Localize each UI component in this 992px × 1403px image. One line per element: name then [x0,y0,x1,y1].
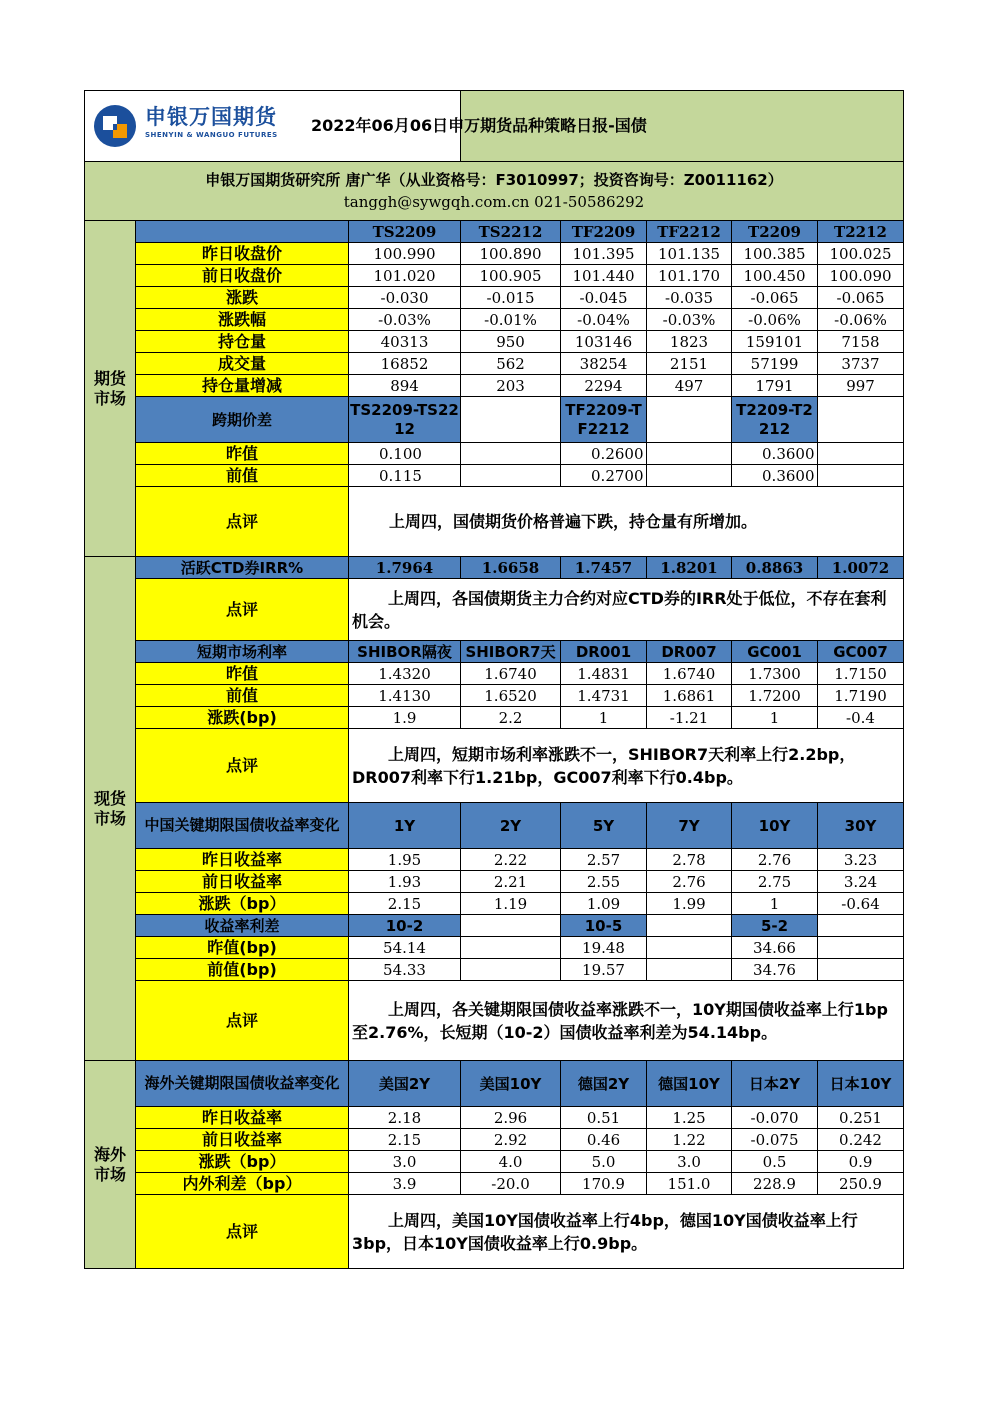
data-cell: -0.4 [818,707,904,729]
table-row [85,663,904,685]
contract-header: TF2212 [647,221,732,243]
data-cell: 100.890 [461,243,561,265]
data-cell: -20.0 [461,1173,561,1195]
data-cell: 100.990 [349,243,461,265]
row-label: 昨值(bp) [136,937,349,959]
empty-cell [818,443,904,465]
empty-cell [647,915,732,937]
table-row [85,1195,904,1269]
logo-text-en: SHENYIN & WANGUO FUTURES [145,131,278,139]
empty-cell [647,959,732,981]
row-label: 前日收益率 [136,871,349,893]
data-cell: 100.385 [732,243,818,265]
empty-cell [647,397,732,443]
data-cell: 151.0 [647,1173,732,1195]
data-cell: 1.99 [647,893,732,915]
report-table [84,90,904,1269]
data-cell: -0.03% [349,309,461,331]
logo-mark-icon [93,104,137,148]
table-row [85,557,904,579]
yield-spread-name: 5-2 [732,915,818,937]
row-label: 昨值 [136,443,349,465]
comment-label: 点评 [136,729,349,803]
row-label: 涨跌 [136,287,349,309]
irr-value: 1.8201 [647,557,732,579]
data-cell: 100.450 [732,265,818,287]
table-row [85,641,904,663]
data-cell: 0.46 [561,1129,647,1151]
empty-cell [461,443,561,465]
table-row [85,375,904,397]
short-rate-label: 短期市场利率 [136,641,349,663]
data-cell: 2.76 [732,849,818,871]
data-cell: 1.4320 [349,663,461,685]
data-cell: 0.251 [818,1107,904,1129]
spot-section [85,557,136,1061]
irr-comment: 上周四，各国债期货主力合约对应CTD券的IRR处于低位，不存在套利机会。 [349,579,904,641]
table-row [85,959,904,981]
data-cell: 1.22 [647,1129,732,1151]
row-label: 昨日收益率 [136,1107,349,1129]
data-cell: 894 [349,375,461,397]
data-cell: 100.025 [818,243,904,265]
data-cell: -0.06% [732,309,818,331]
short-rate-name: SHIBOR7天 [461,641,561,663]
data-cell: -0.06% [818,309,904,331]
yield-comment: 上周四，各关键期限国债收益率涨跌不一，10Y期国债收益率上行1bp至2.76%，长短期（10-2）国债收益率利差为54.14bp。 [349,981,904,1061]
empty-cell [461,915,561,937]
futures-section-label: 期货市场 [93,368,126,408]
data-cell: 2.55 [561,871,647,893]
data-cell: 2.15 [349,1129,461,1151]
data-cell: 997 [818,375,904,397]
data-cell: 1791 [732,375,818,397]
data-cell: 250.9 [818,1173,904,1195]
spot-section-label: 现货市场 [93,788,126,828]
strategy-report [84,90,903,1269]
overseas-bond-name: 德国10Y [647,1061,732,1107]
data-cell: 101.440 [561,265,647,287]
data-cell: 103146 [561,331,647,353]
table-row [85,331,904,353]
data-cell: 100.090 [818,265,904,287]
data-cell: 1 [561,707,647,729]
table-row [85,729,904,803]
row-label: 涨跌（bp） [136,1151,349,1173]
data-cell: 1.6740 [461,663,561,685]
data-cell: 101.020 [349,265,461,287]
spread-name: TF2209-TF2212 [561,397,647,443]
data-cell: -0.030 [349,287,461,309]
data-cell: 3.0 [349,1151,461,1173]
data-cell: 101.135 [647,243,732,265]
tenor-header: 2Y [461,803,561,849]
contact-line: tanggh@sywgqh.com.cn 021-50586292 [343,193,645,211]
data-cell: 950 [461,331,561,353]
data-cell: 2.22 [461,849,561,871]
data-cell: 0.100 [349,443,461,465]
data-cell: -0.045 [561,287,647,309]
data-cell: 1.6861 [647,685,732,707]
data-cell: 0.51 [561,1107,647,1129]
overseas-bond-name: 日本2Y [732,1061,818,1107]
empty-cell [647,465,732,487]
comment-label: 点评 [136,579,349,641]
data-cell: 4.0 [461,1151,561,1173]
tenor-header: 1Y [349,803,461,849]
irr-value: 1.7964 [349,557,461,579]
data-cell: 0.115 [349,465,461,487]
data-cell: -0.070 [732,1107,818,1129]
overseas-section-label: 海外市场 [93,1144,126,1184]
data-cell: 1.4731 [561,685,647,707]
table-row [85,221,904,243]
data-cell: 1.7190 [818,685,904,707]
data-cell: 0.5 [732,1151,818,1173]
short-rate-name: GC001 [732,641,818,663]
data-cell: -0.065 [732,287,818,309]
data-cell: 1.6520 [461,685,561,707]
row-label: 昨日收盘价 [136,243,349,265]
overseas-bond-name: 美国2Y [349,1061,461,1107]
data-cell: 170.9 [561,1173,647,1195]
data-cell: 2.96 [461,1107,561,1129]
row-label: 持仓量 [136,331,349,353]
data-cell: 1.19 [461,893,561,915]
data-cell: 2.78 [647,849,732,871]
data-cell: 16852 [349,353,461,375]
empty-cell [136,221,349,243]
table-row [85,981,904,1061]
data-cell: 1.7150 [818,663,904,685]
overseas-bond-name: 日本10Y [818,1061,904,1107]
data-cell: 1.93 [349,871,461,893]
yield-spread-name: 10-5 [561,915,647,937]
data-cell: 5.0 [561,1151,647,1173]
author-line: 申银万国期货研究所 唐广华（从业资格号：F3010997；投资咨询号：Z0011162） [205,171,783,189]
data-cell: -0.01% [461,309,561,331]
table-row [85,937,904,959]
irr-value: 1.7457 [561,557,647,579]
data-cell: -0.035 [647,287,732,309]
data-cell: 2294 [561,375,647,397]
report-title-cell [311,91,904,162]
data-cell: -0.64 [818,893,904,915]
table-row [85,803,904,849]
empty-cell [818,465,904,487]
data-cell: 100.905 [461,265,561,287]
data-cell: 38254 [561,353,647,375]
table-row [85,397,904,443]
data-cell: 34.76 [732,959,818,981]
table-row [85,487,904,557]
row-label: 前日收益率 [136,1129,349,1151]
yield-spread-label: 收益率利差 [136,915,349,937]
data-cell: -0.04% [561,309,647,331]
data-cell: 0.242 [818,1129,904,1151]
tenor-header: 7Y [647,803,732,849]
cn-yield-label: 中国关键期限国债收益率变化 [136,803,349,849]
table-row [85,915,904,937]
data-cell: 1823 [647,331,732,353]
data-cell: 159101 [732,331,818,353]
data-cell: 228.9 [732,1173,818,1195]
data-cell: 3.23 [818,849,904,871]
overseas-comment: 上周四，美国10Y国债收益率上行4bp，德国10Y国债收益率上行3bp，日本10Y国债收益率上行0.9bp。 [349,1195,904,1269]
comment-label: 点评 [136,1195,349,1269]
data-cell: 1.4831 [561,663,647,685]
data-cell: 3.9 [349,1173,461,1195]
data-cell: 1.7200 [732,685,818,707]
row-label: 成交量 [136,353,349,375]
short-rate-comment: 上周四，短期市场利率涨跌不一，SHIBOR7天利率上行2.2bp，DR007利率下行1.21bp，GC007利率下行0.4bp。 [349,729,904,803]
empty-cell [461,465,561,487]
spread-name: TS2209-TS2212 [349,397,461,443]
data-cell: 101.170 [647,265,732,287]
row-label: 前值 [136,685,349,707]
data-cell: 1 [732,893,818,915]
data-cell: 3737 [818,353,904,375]
empty-cell [461,937,561,959]
irr-value: 1.0072 [818,557,904,579]
data-cell: 1.9 [349,707,461,729]
data-cell: 40313 [349,331,461,353]
yield-spread-name: 10-2 [349,915,461,937]
row-label: 前值(bp) [136,959,349,981]
contract-header: T2212 [818,221,904,243]
empty-cell [647,937,732,959]
overseas-bond-name: 美国10Y [461,1061,561,1107]
data-cell: 1.4130 [349,685,461,707]
author-info-cell [85,162,904,221]
data-cell: 2.21 [461,871,561,893]
row-label: 前值 [136,465,349,487]
data-cell: 19.48 [561,937,647,959]
empty-cell [818,959,904,981]
data-cell: 2.57 [561,849,647,871]
overseas-bond-name: 德国2Y [561,1061,647,1107]
table-row [85,287,904,309]
table-row [85,243,904,265]
logo-text-cn: 申银万国期货 [145,105,277,129]
row-label: 涨跌(bp) [136,707,349,729]
empty-cell [818,397,904,443]
futures-comment: 上周四，国债期货价格普遍下跌，持仓量有所增加。 [349,487,904,557]
tenor-header: 5Y [561,803,647,849]
data-cell: -1.21 [647,707,732,729]
spread-header-label: 跨期价差 [136,397,349,443]
table-row [85,849,904,871]
data-cell: 57199 [732,353,818,375]
data-cell: 2.76 [647,871,732,893]
tenor-header: 10Y [732,803,818,849]
row-label: 昨值 [136,663,349,685]
row-label: 持仓量增减 [136,375,349,397]
short-rate-name: DR001 [561,641,647,663]
data-cell: -0.075 [732,1129,818,1151]
row-label: 涨跌（bp） [136,893,349,915]
data-cell: 2.18 [349,1107,461,1129]
short-rate-name: SHIBOR隔夜 [349,641,461,663]
table-row [85,685,904,707]
empty-cell [461,959,561,981]
short-rate-name: GC007 [818,641,904,663]
contract-header: T2209 [732,221,818,243]
data-cell: -0.03% [647,309,732,331]
data-cell: 497 [647,375,732,397]
data-cell: 54.33 [349,959,461,981]
overseas-section [85,1061,136,1269]
comment-label: 点评 [136,981,349,1061]
contract-header: TS2212 [461,221,561,243]
data-cell: 2.15 [349,893,461,915]
short-rate-name: DR007 [647,641,732,663]
data-cell: 1 [732,707,818,729]
irr-value: 1.6658 [461,557,561,579]
data-cell: 3.0 [647,1151,732,1173]
contract-header: TF2209 [561,221,647,243]
data-cell: 54.14 [349,937,461,959]
table-row [85,353,904,375]
report-title: 2022年06月06日申万期货品种策略日报-国债 [311,116,647,135]
empty-cell [647,443,732,465]
table-row [85,893,904,915]
data-cell: 1.6740 [647,663,732,685]
data-cell: 2.75 [732,871,818,893]
row-label: 涨跌幅 [136,309,349,331]
data-cell: 1.95 [349,849,461,871]
data-cell: 0.3600 [732,465,818,487]
contract-header: TS2209 [349,221,461,243]
data-cell: 19.57 [561,959,647,981]
empty-cell [818,937,904,959]
table-row [85,265,904,287]
data-cell: 1.7300 [732,663,818,685]
table-row [85,579,904,641]
data-cell: 2.92 [461,1129,561,1151]
comment-label: 点评 [136,487,349,557]
empty-cell [818,915,904,937]
data-cell: 1.25 [647,1107,732,1129]
table-row [85,707,904,729]
table-row [85,1061,904,1107]
row-label: 内外利差（bp） [136,1173,349,1195]
irr-label: 活跃CTD券IRR% [136,557,349,579]
data-cell: 101.395 [561,243,647,265]
data-cell: 203 [461,375,561,397]
empty-cell [461,397,561,443]
data-cell: 0.2600 [561,443,647,465]
overseas-yield-label: 海外关键期限国债收益率变化 [136,1061,349,1107]
data-cell: 0.3600 [732,443,818,465]
table-row [85,309,904,331]
futures-section [85,221,136,557]
data-cell: 2151 [647,353,732,375]
row-label: 昨日收益率 [136,849,349,871]
table-row [85,1107,904,1129]
data-cell: 3.24 [818,871,904,893]
row-label: 前日收盘价 [136,265,349,287]
irr-value: 0.8863 [732,557,818,579]
data-cell: 0.9 [818,1151,904,1173]
table-row [85,871,904,893]
data-cell: 1.09 [561,893,647,915]
table-row [85,443,904,465]
data-cell: 0.2700 [561,465,647,487]
table-row [85,1129,904,1151]
tenor-header: 30Y [818,803,904,849]
data-cell: -0.015 [461,287,561,309]
data-cell: 7158 [818,331,904,353]
data-cell: -0.065 [818,287,904,309]
table-row [85,465,904,487]
data-cell: 34.66 [732,937,818,959]
data-cell: 562 [461,353,561,375]
table-row [85,1173,904,1195]
spread-name: T2209-T2212 [732,397,818,443]
data-cell: 2.2 [461,707,561,729]
table-row [85,1151,904,1173]
